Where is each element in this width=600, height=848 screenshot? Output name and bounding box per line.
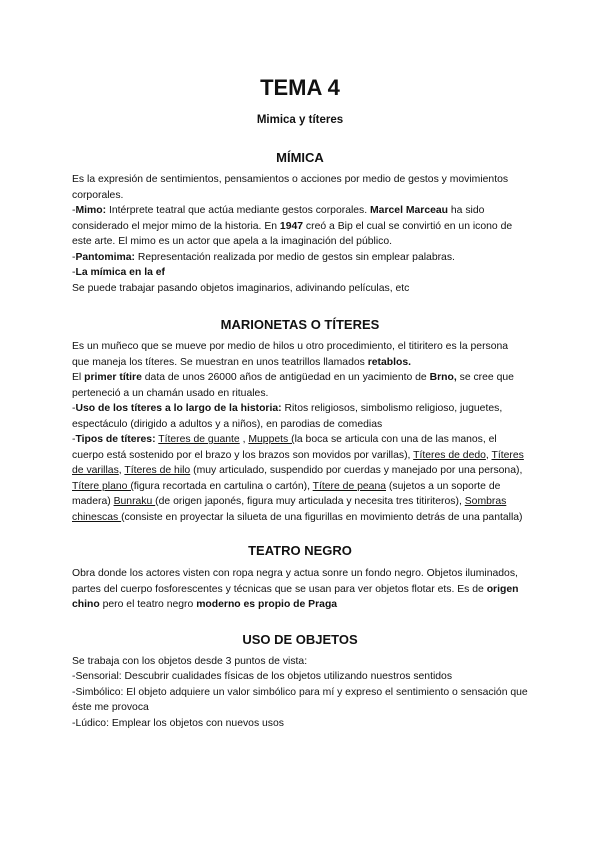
paragraph	[72, 281, 528, 297]
term: La mímica en la ef	[75, 267, 165, 278]
term: Brno,	[429, 372, 457, 383]
text: Ritos religiosos, simbolismo religioso, juguetes, espectáculo (dirigido a adultos y a niños), en parodias de comedias	[72, 403, 503, 430]
section-body-teatro-negro	[72, 566, 528, 613]
text: Obra donde los actores visten con ropa negra y actua sonre un fondo negro. Objetos iluminados, partes del cuerpo fosforescentes y técnicas que se usan para ver objetos flotar ets. Es de	[72, 568, 518, 595]
list-item: -Simbólico: El objeto adquiere un valor simbólico para mí y expreso el sentimiento o sensación que éste me provoca	[72, 686, 528, 713]
page-subtitle: Mimica y títeres	[256, 114, 344, 126]
section-body-uso-objetos	[72, 654, 528, 732]
paragraph: -Pantomima: Representación realizada por medio de gestos sin emplear palabras.	[72, 251, 455, 263]
term: Tipos de títeres:	[75, 434, 156, 445]
text: (de origen japonés, figura muy articulada y necesita tres titiriteros),	[155, 496, 465, 507]
section-heading-uso-objetos: USO DE OBJETOS	[242, 631, 358, 647]
puppet-type: Títere de peana	[312, 480, 387, 492]
section-body-mimica	[72, 172, 528, 296]
paragraph: -Uso de los títeres a lo largo de la historia: Ritos religiosos, simbolismo religioso, juguetes, espectáculo (dirigido a adultos y a niños), en parodias de comedias	[72, 403, 503, 430]
term: Marcel Marceau	[370, 205, 449, 216]
term: 1947	[279, 220, 304, 232]
text: (consiste en proyectar la silueta de una figurillas en movimiento detrás de una pantalla)	[121, 511, 523, 523]
text: data de unos 26000 años de antigüedad en un yacimiento de	[141, 372, 430, 383]
term: Uso de los títeres a lo largo de la historia:	[75, 403, 282, 414]
text: figura recortada en cartulina o cartón),	[133, 480, 313, 492]
paragraph: -Tipos de títeres: Títeres de guante , Muppets (la boca se articula con una de las manos, el cuerpo está sostenido por el brazo y los brazos son movidos por varillas), Títeres de dedo, Títeres de varillas, Títeres de hilo (muy articulado, suspendido por cuerdas y manejado por una persona), Títere plano (figura recortada en cartulina o cartón), Títere de peana (sujetos a un soporte de madera) Bunraku (de origen japonés, figura muy articulada y necesita tres titiriteros), Sombras chinescas (consiste en proyectar la silueta de una figurillas en movimiento detrás de una pantalla)	[72, 434, 524, 523]
text: (sujetos a un soporte de madera)	[72, 480, 501, 507]
list-item: -Lúdico: Emplear los objetos con nuevos usos	[72, 717, 284, 729]
text: Es la expresión de sentimientos, pensamientos o acciones por medio de gestos y movimientos corporales.	[72, 174, 509, 201]
puppet-type: Títere plano (	[72, 480, 134, 492]
section-heading-teatro-negro: TEATRO NEGRO	[248, 543, 352, 558]
term: origen chino	[72, 583, 519, 610]
text: ha sido considerado el mejor mimo de la historia. En	[72, 205, 485, 232]
puppet-type: Títeres de guante	[158, 434, 240, 445]
text: Intérprete teatral que actúa mediante gestos corporales.	[106, 205, 371, 216]
paragraph	[72, 339, 528, 370]
puppet-type: Bunraku	[113, 496, 156, 507]
text: Representación realizada por medio de gestos sin emplear palabras.	[134, 251, 455, 263]
text: la boca se articula con una de las manos, el cuerpo está sostenido por el brazo y los brazos son movidos por varillas),	[72, 434, 497, 461]
text: se cree que perteneció a un chamán usado en rituales.	[72, 372, 514, 399]
paragraph: -La mímica en la ef	[72, 267, 165, 278]
puppet-type: Muppets (	[248, 434, 295, 445]
term: moderno es propio de Praga	[196, 599, 338, 610]
paragraph	[72, 370, 528, 401]
text: El	[72, 372, 85, 383]
paragraph	[72, 566, 528, 613]
section-heading-marionetas: MARIONETAS O TÍTERES	[220, 317, 380, 332]
text: creó a Bip el cual se convirtió en un icono de este arte. El mimo es un actor que apela a la imaginación del público.	[72, 220, 513, 247]
puppet-type: Títeres de hilo	[124, 465, 191, 476]
puppet-type: Títeres de dedo	[413, 449, 486, 461]
term: Mimo:	[75, 205, 107, 216]
text: Es un muñeco que se mueve por medio de hilos u otro procedimiento, el titiritero es la persona que maneja los títeres. Se muestran en unos teatrillos llamados	[72, 341, 509, 368]
term: retablos.	[367, 356, 412, 368]
text: Se puede trabajar pasando objetos imaginarios, adivinando películas, etc	[72, 282, 410, 294]
paragraph: Se trabaja con los objetos desde 3 puntos de vista:	[72, 655, 308, 667]
puppet-type: Títeres de varillas	[72, 449, 524, 476]
term: Pantomima:	[75, 251, 135, 263]
text: pero el teatro negro	[99, 599, 197, 610]
text: (muy articulado, suspendido por cuerdas y manejado por una persona),	[190, 465, 523, 476]
puppet-type: Sombras chinescas	[72, 496, 507, 523]
section-body-marionetas	[72, 339, 528, 525]
term: primer títire	[84, 372, 142, 383]
page-title: TEMA 4	[260, 75, 340, 100]
paragraph	[72, 172, 528, 203]
section-heading-mimica: MÍMICA	[276, 150, 324, 165]
list-item: -Sensorial: Descubrir cualidades físicas de los objetos utilizando nuestros sentidos	[72, 671, 453, 682]
paragraph: -Mimo: Intérprete teatral que actúa mediante gestos corporales. Marcel Marceau ha sido considerado el mejor mimo de la historia. En 1947 creó a Bip el cual se convirtió en un icono de este arte. El mimo es un actor que apela a la imaginación del público.	[72, 205, 513, 247]
